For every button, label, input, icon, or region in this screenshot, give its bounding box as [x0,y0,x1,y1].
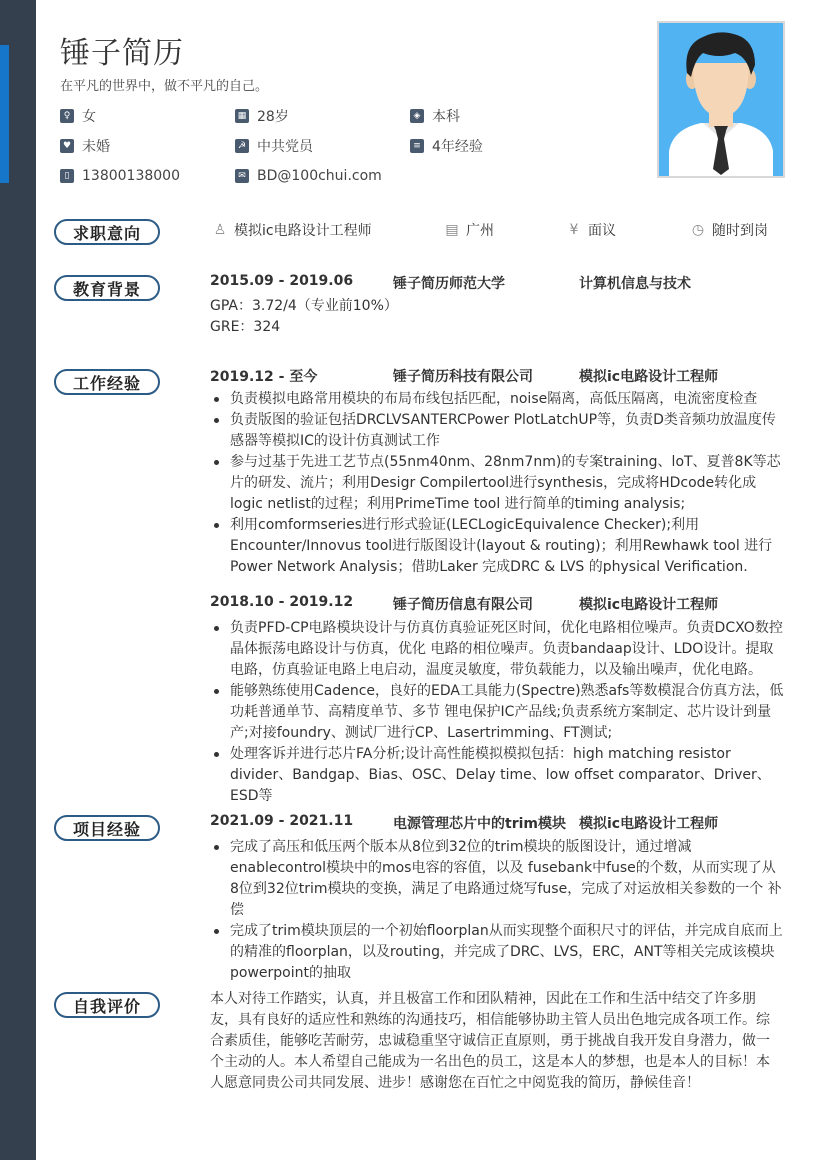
info-party-text: 中共党员 [257,139,313,155]
info-education [410,106,460,126]
info-education-text: 本科 [432,109,460,125]
clock-icon: ◷ [691,222,705,238]
list-item: 利用comformseries进行形式验证(LECLogicEquivalence Checker);利用Encounter/Innovus tool进行版图设计(layout & routing)；利用Rewhawk tool 进行Power Network Analysis；借助Laker 完成DRC & LVS 的physical Verification. [214,515,784,578]
education-header [210,273,790,293]
intent-availability-text: 随时到岗 [712,223,768,239]
education-gpa: GPA：3.72/4（专业前10%） [210,298,398,314]
section-title-education: 教育背景 [54,275,160,301]
list-item: 负责PFD-CP电路模块设计与仿真仿真验证死区时间，优化电路相位噪声。负责DCXO数控晶体振荡电路设计与仿真，优化 电路的相位噪声。负责bandaap设计、LDO设计。提取电路，仿真验证电路上电启动，温度灵敏度，带负载能力，以及输出噪声，优化电路。 [214,618,784,681]
info-experience [410,136,483,156]
list-item: 完成了高压和低压两个版本从8位到32位的trim模块的版图设计，通过增减enablecontrol模块中的mos电容的容值，以及 fusebank中fuse的个数，从而实现了从8位到32位trim模块的变换，满足了电路通过烧写fuse，完成了对运放相关参数的一个 补偿 [214,837,784,921]
building-icon: ▤ [445,222,459,238]
education-icon: ◈ [410,109,424,123]
list-item: 负责模拟电路常用模块的布局布线包括匹配，noise隔离，高低压隔离，电流密度检查 [214,389,784,410]
info-gender [60,106,96,126]
work-2-header [210,594,790,614]
heart-icon: ♥ [60,139,74,153]
work-2-position: 模拟ic电路设计工程师 [579,597,719,613]
project-header [210,813,790,833]
education-period: 2015.09 - 2019.06 [210,273,354,289]
email-icon: ✉ [235,169,249,183]
intent-availability [690,220,768,240]
work-1-period: 2019.12 - 至今 [210,369,318,385]
resume-name: 锤子简历 [60,36,184,71]
info-age-text: 28岁 [257,109,289,125]
work-2-bullets [214,618,784,807]
work-1-bullets [214,389,784,578]
info-marital-text: 未婚 [82,139,110,155]
project-position: 模拟ic电路设计工程师 [579,816,719,832]
sidebar-accent-bar [0,45,9,183]
education-school: 锤子简历师范大学 [393,276,505,292]
intent-position [212,220,372,240]
section-title-work: 工作经验 [54,369,160,395]
info-party [235,136,313,156]
project-period: 2021.09 - 2021.11 [210,813,354,829]
list-item: 负责版图的验证包括DRCLVSANTERCPower PlotLatchUP等，负责D类音频功放温度传感器等模拟IC的设计仿真测试工作 [214,410,784,452]
intent-city-text: 广州 [466,223,494,239]
info-phone-text: 13800138000 [82,168,180,184]
list-item: 参与过基于先进工艺节点(55nm40nm、28nm7nm)的专案training、loT、夏普8K等芯片的研发、流片；利用Desigr Compilertool进行synthesis，完成将HDcode转化成logic netlist的过程；利用PrimeTime tool 进行简单的timing analysis; [214,452,784,515]
gender-icon: ♀ [60,109,74,123]
work-2-period: 2018.10 - 2019.12 [210,594,354,610]
work-1-header [210,366,790,386]
section-title-intent: 求职意向 [54,219,160,245]
work-1-position: 模拟ic电路设计工程师 [579,369,719,385]
self-evaluation-text: 本人对待工作踏实，认真，并且极富工作和团队精神，因此在工作和生活中结交了许多朋友，具有良好的适应性和熟练的沟通技巧，相信能够协助主管人员出色地完成各项工作。综合素质佳，能够吃苦耐劳，忠诚稳重坚守诚信正直原则，勇于挑战自我开发自身潜力，做一个主动的人。本人希望自己能成为一名出色的员工，这是本人的梦想，也是本人的目标！本人愿意同贵公司共同发展、进步！感谢您在百忙之中阅览我的简历，静候佳音！ [210,991,770,1091]
yen-icon: ¥ [569,222,579,238]
intent-city [444,220,494,240]
project-name: 电源管理芯片中的trim模块 [393,816,566,832]
project-bullets [214,837,784,984]
intent-position-text: 模拟ic电路设计工程师 [234,223,372,239]
intent-salary [566,220,616,240]
info-email [235,166,382,186]
party-icon: ☭ [235,139,249,153]
info-experience-text: 4年经验 [432,139,483,155]
info-gender-text: 女 [82,109,96,125]
section-title-self: 自我评价 [54,992,160,1018]
calendar-icon: ▦ [235,109,249,123]
profile-photo [657,21,785,178]
work-1-company: 锤子简历科技有限公司 [393,369,533,385]
intent-salary-text: 面议 [588,223,616,239]
list-item: 完成了trim模块顶层的一个初始floorplan从而实现整个面积尺寸的评估，并完成自底而上的精准的floorplan，以及routing，并完成了DRC、LVS，ERC，ANT等相关完成该模块powerpoint的抽取 [214,921,784,984]
education-major: 计算机信息与技术 [579,276,691,292]
info-age [235,106,289,126]
list-item: 能够熟练使用Cadence，良好的EDA工具能力(Spectre)熟悉afs等数模混合仿真方法，低功耗普通单节、高精度单节、多节 锂电保护IC产品线;负责系统方案制定、芯片设计到量产;对接foundry、测试厂进行CP、Lasertrimming、FT测试; [214,681,784,744]
work-2-company: 锤子简历信息有限公司 [393,597,533,613]
avatar-illustration [659,23,783,176]
info-marital [60,136,110,156]
resume-slogan: 在平凡的世界中，做不平凡的自己。 [60,79,269,94]
phone-icon: ▯ [60,169,74,183]
info-email-text: BD@100chui.com [257,168,382,184]
document-icon: ≡ [410,139,424,153]
info-phone [60,166,180,186]
section-title-project: 项目经验 [54,815,160,841]
list-item: 处理客诉并进行芯片FA分析;设计高性能模拟模拟包括：high matching resistor divider、Bandgap、Bias、OSC、Delay time、low offset comparator、Driver、ESD等 [214,744,784,807]
education-gre: GRE：324 [210,319,281,335]
tie-icon: ♙ [213,222,227,238]
